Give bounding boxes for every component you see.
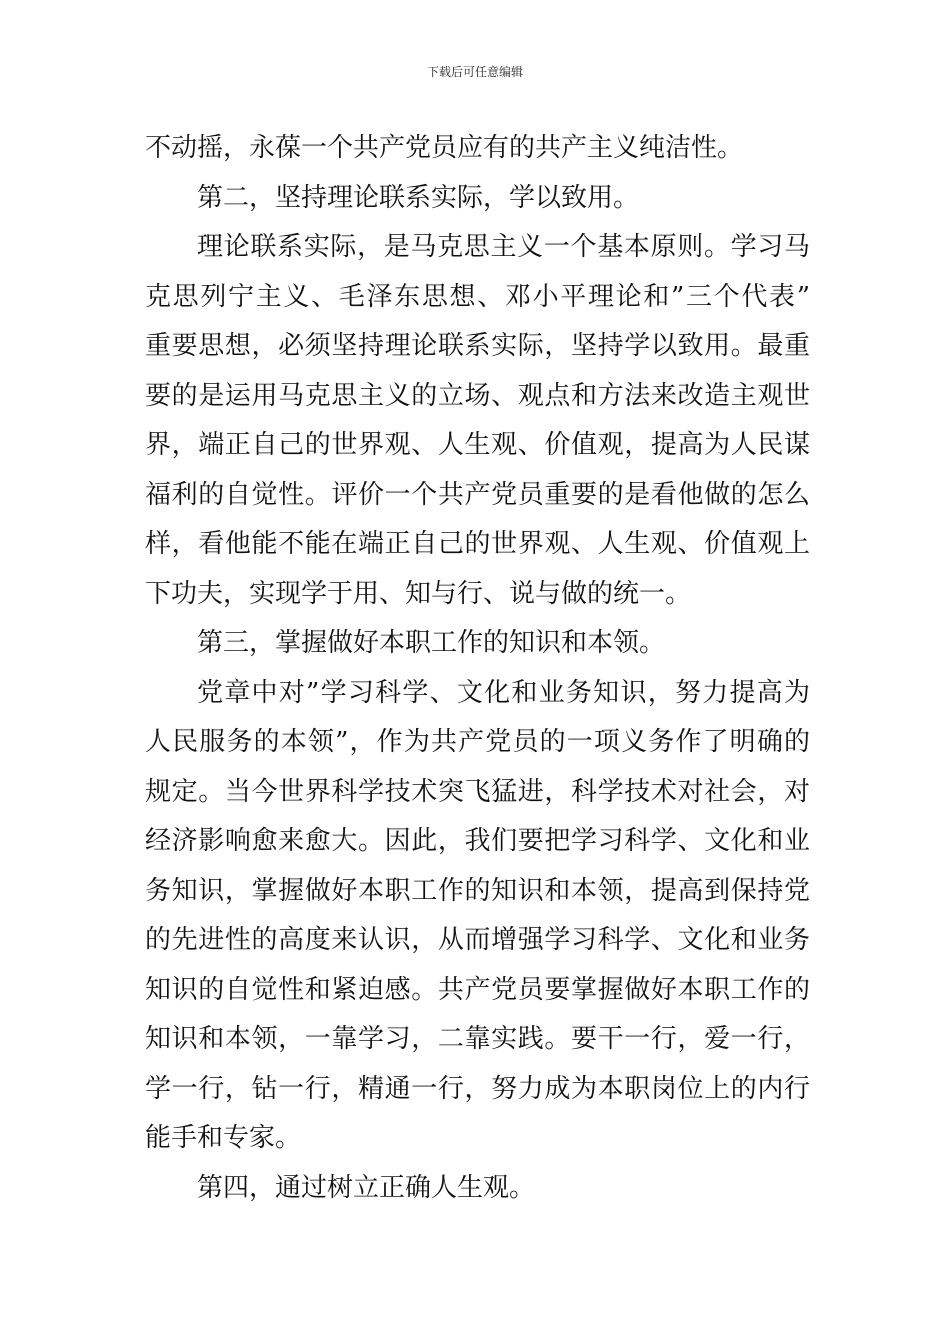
text-line: 知识和本领，一靠学习，二靠实践。要干一行，爱一行， xyxy=(145,1024,810,1054)
text-line: 下功夫，实现学于用、知与行、说与做的统一。 xyxy=(145,578,692,609)
text-line: 知识的自觉性和紧迫感。共产党员要掌握做好本职工作的 xyxy=(145,974,810,1005)
text-line: 能手和专家。 xyxy=(145,1123,302,1153)
text-line: 的先进性的高度来认识，从而增强学习科学、文化和业务 xyxy=(145,925,810,955)
text-line: 规定。当今世界科学技术突飞猛进，科学技术对社会，对 xyxy=(145,776,810,807)
text-line: 务知识，掌握做好本职工作的知识和本领，提高到保持党 xyxy=(145,875,810,906)
text-line: 样，看他能不能在端正自己的世界观、人生观、价值观上 xyxy=(145,529,810,559)
text-line: 党章中对”学习科学、文化和业务知识，努力提高为 xyxy=(197,677,810,708)
paragraph-heading: 第四，通过树立正确人生观。 xyxy=(197,1172,536,1203)
text-line: 界，端正自己的世界观、人生观、价值观，提高为人民谋 xyxy=(145,430,810,460)
page-header: 下载后可任意编辑 xyxy=(426,65,523,79)
text-line: 经济影响愈来愈大。因此，我们要把学习科学、文化和业 xyxy=(145,826,810,856)
paragraph-heading: 第二，坚持理论联系实际，学以致用。 xyxy=(197,182,640,213)
text-line: 学一行，钻一行，精通一行，努力成为本职岗位上的内行 xyxy=(145,1073,810,1104)
paragraph-heading: 第三，掌握做好本职工作的知识和本领。 xyxy=(197,628,666,658)
text-line: 理论联系实际，是马克思主义一个基本原则。学习马 xyxy=(197,232,810,262)
text-line: 重要思想，必须坚持理论联系实际，坚持学以致用。最重 xyxy=(145,331,810,361)
text-line: 克思列宁主义、毛泽东思想、邓小平理论和”三个代表” xyxy=(145,281,810,312)
text-line: 不动摇，永葆一个共产党员应有的共产主义纯洁性。 xyxy=(145,133,744,163)
text-line: 要的是运用马克思主义的立场、观点和方法来改造主观世 xyxy=(145,380,810,411)
document-body xyxy=(145,124,810,1213)
text-line: 福利的自觉性。评价一个共产党员重要的是看他做的怎么 xyxy=(145,479,810,510)
text-line: 人民服务的本领”，作为共产党员的一项义务作了明确的 xyxy=(145,727,810,757)
